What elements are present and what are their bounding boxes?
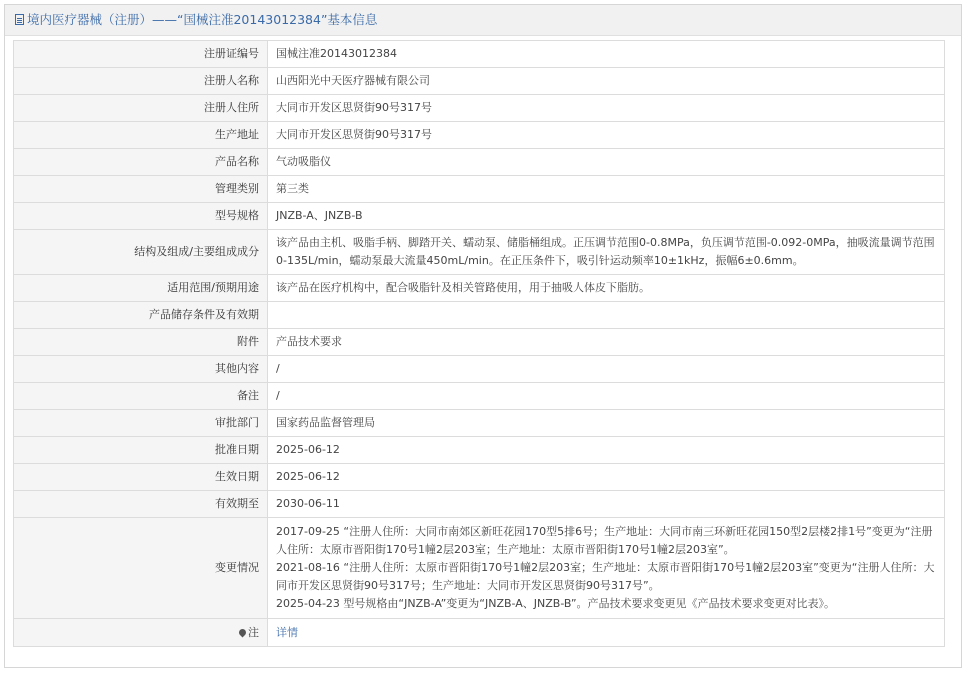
field-label: 产品储存条件及有效期 [14, 302, 268, 329]
field-value: 国家药品监督管理局 [268, 410, 945, 437]
field-label: 结构及组成/主要组成成分 [14, 230, 268, 275]
field-value: / [268, 383, 945, 410]
field-value: 2030-06-11 [268, 491, 945, 518]
row-expiry-date [14, 491, 945, 518]
field-value: 2017-09-25 “注册人住所：大同市南郊区新旺花园170型5排6号；生产地址：大同市南三环新旺花园150型2层楼2排1号”变更为“注册人住所：太原市晋阳街170号1幢2层203室；生产地址：太原市晋阳街170号1幢2层203室”。 2021-08-16 “注册人住所：太原市晋阳街170号1幢2层203室；生产地址：太原市晋阳街170号1幢2层203室”变更为“注册人住所：大同市开发区思贤街90号317号；生产地址：大同市开发区思贤街90号317号”。 2025-04-23 型号规格由“JNZB-A”变更为“JNZB-A、JNZB-B”。产品技术要求变更见《产品技术要求变更对比表》。 [268, 518, 945, 619]
field-value: 山西阳光中天医疗器械有限公司 [268, 68, 945, 95]
field-label: 审批部门 [14, 410, 268, 437]
field-label: 备注 [14, 383, 268, 410]
field-label: 批准日期 [14, 437, 268, 464]
row-remarks [14, 383, 945, 410]
row-intended-use [14, 275, 945, 302]
field-value [268, 302, 945, 329]
row-other-content [14, 356, 945, 383]
field-label: 生效日期 [14, 464, 268, 491]
row-production-address [14, 122, 945, 149]
row-approval-date [14, 437, 945, 464]
field-label: 附件 [14, 329, 268, 356]
row-model-spec [14, 203, 945, 230]
row-note [14, 619, 945, 647]
document-icon [15, 14, 24, 25]
row-product-name [14, 149, 945, 176]
field-label: 注册人住所 [14, 95, 268, 122]
field-label: 注册证编号 [14, 41, 268, 68]
field-value: JNZB-A、JNZB-B [268, 203, 945, 230]
details-link[interactable]: 详情 [276, 625, 298, 639]
panel-title: 境内医疗器械（注册）——“国械注准20143012384”基本信息 [27, 12, 378, 27]
field-value: 气动吸脂仪 [268, 149, 945, 176]
info-table [13, 40, 945, 647]
field-value: 2025-06-12 [268, 437, 945, 464]
row-change-history [14, 518, 945, 619]
field-label: 适用范围/预期用途 [14, 275, 268, 302]
panel-title-bar [5, 5, 961, 36]
field-value [268, 619, 945, 647]
field-label [14, 619, 268, 647]
field-value: / [268, 356, 945, 383]
row-attachments [14, 329, 945, 356]
field-value: 该产品在医疗机构中，配合吸脂针及相关管路使用，用于抽吸人体皮下脂肪。 [268, 275, 945, 302]
field-value: 大同市开发区思贤街90号317号 [268, 95, 945, 122]
field-label: 生产地址 [14, 122, 268, 149]
field-label: 产品名称 [14, 149, 268, 176]
field-label: 其他内容 [14, 356, 268, 383]
field-value: 2025-06-12 [268, 464, 945, 491]
row-registration-number [14, 41, 945, 68]
row-effective-date [14, 464, 945, 491]
field-value: 第三类 [268, 176, 945, 203]
field-value: 国械注准20143012384 [268, 41, 945, 68]
field-value: 大同市开发区思贤街90号317号 [268, 122, 945, 149]
row-registrant-address [14, 95, 945, 122]
field-label: 注册人名称 [14, 68, 268, 95]
field-label: 型号规格 [14, 203, 268, 230]
field-value: 产品技术要求 [268, 329, 945, 356]
field-label: 有效期至 [14, 491, 268, 518]
field-value: 该产品由主机、吸脂手柄、脚踏开关、蠕动泵、储脂桶组成。正压调节范围0-0.8MPa，负压调节范围-0.092-0MPa，抽吸流量调节范围0-135L/min，蠕动泵最大流量450mL/min。在正压条件下，吸引针运动频率10±1kHz，振幅6±0.6mm。 [268, 230, 945, 275]
row-structure-composition [14, 230, 945, 275]
field-label: 变更情况 [14, 518, 268, 619]
note-label: 注 [248, 625, 259, 639]
field-label: 管理类别 [14, 176, 268, 203]
row-approval-department [14, 410, 945, 437]
map-pin-icon [238, 627, 248, 637]
row-registrant-name [14, 68, 945, 95]
row-management-class [14, 176, 945, 203]
row-storage-validity [14, 302, 945, 329]
